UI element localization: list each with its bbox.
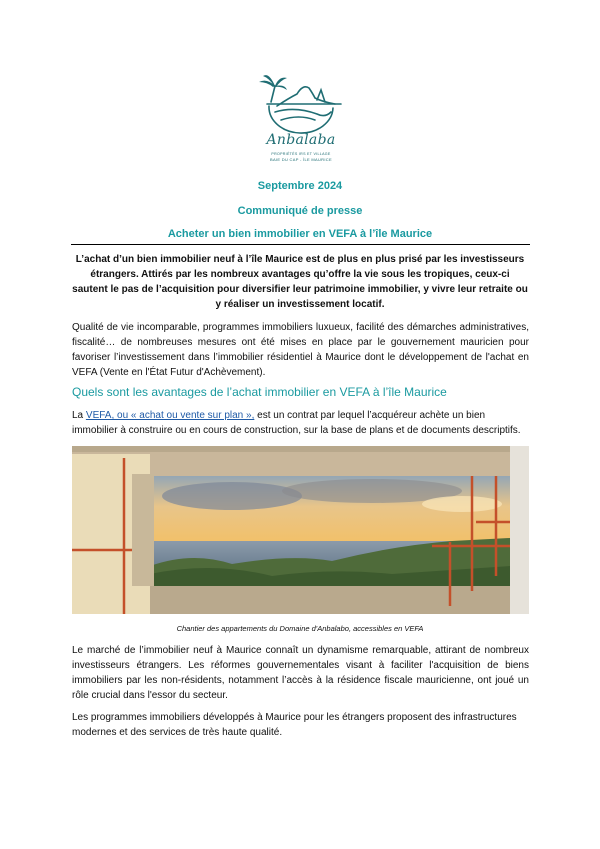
sunset-view-image bbox=[72, 446, 529, 614]
release-title: Acheter un bien immobilier en VEFA à l’île Maurice bbox=[167, 228, 433, 240]
title-divider bbox=[71, 244, 530, 245]
body-paragraph-2 bbox=[72, 408, 529, 438]
lede-paragraph: L’achat d’un bien immobilier neuf à l’île Maurice est de plus en plus prisé par les investisseurs étrangers. Attirés par les nombreux avantages qu’offre la vie sous les tropiques, ceux-ci sautent le pas de l’acquisition pour diversifier leur patrimoine immobilier, y vivre leur retraite ou y réaliser un investissement locatif. bbox=[72, 254, 528, 310]
release-type: Communiqué de presse bbox=[237, 205, 363, 217]
paragraph-2-prefix: La bbox=[72, 410, 86, 421]
paragraph-2-suffix: est un contrat par lequel l’acquéreur achète un bien immobilier à construire ou en cours de construction, sur la base de plans et de documents descriptifs. bbox=[72, 410, 521, 436]
island-palm-icon bbox=[255, 72, 347, 134]
section-heading: Quels sont les avantages de l’achat immobilier en VEFA à l’île Maurice bbox=[72, 385, 447, 399]
body-paragraph-4: Les programmes immobiliers développés à Maurice pour les étrangers proposent des infrastructures modernes et des services de très haute qualité. bbox=[72, 712, 517, 738]
release-date: Septembre 2024 bbox=[257, 180, 343, 192]
body-paragraph-3: Le marché de l’immobilier neuf à Maurice connaît un dynamisme remarquable, attirant de nombreux investisseurs étrangers. Les réformes gouvernementales visant à faciliter l'acquisition de biens immobiliers par les non-résidents, notamment l’accès à la résidence fiscale mauricienne, ont joué un rôle crucial dans l'essor du secteur. bbox=[72, 645, 529, 701]
photo-caption: Chantier des appartements du Domaine d'Anbalabo, accessibles en VEFA bbox=[176, 624, 424, 633]
body-paragraph-1: Qualité de vie incomparable, programmes immobiliers luxueux, facilité des démarches administratives, fiscalité… de nombreuses mesures ont été mises en place par le gouvernement mauricien pour favoriser l’investissement dans l’immobilier résidentiel à Maurice dont le développement de l'achat en VEFA (Vente en l'État Futur d'Achèvement). bbox=[72, 322, 529, 378]
vefa-link[interactable]: VEFA, ou « achat ou vente sur plan », bbox=[85, 410, 255, 421]
construction-site-photo bbox=[72, 446, 529, 614]
logo-location: BAIE DU CAP - ÎLE MAURICE bbox=[270, 157, 332, 162]
anbalaba-logo bbox=[255, 72, 347, 167]
logo-tagline: PROPRIÉTÉS IRS ET VILLAGE bbox=[271, 152, 331, 156]
logo-wordmark: Anbalaba bbox=[266, 132, 336, 148]
